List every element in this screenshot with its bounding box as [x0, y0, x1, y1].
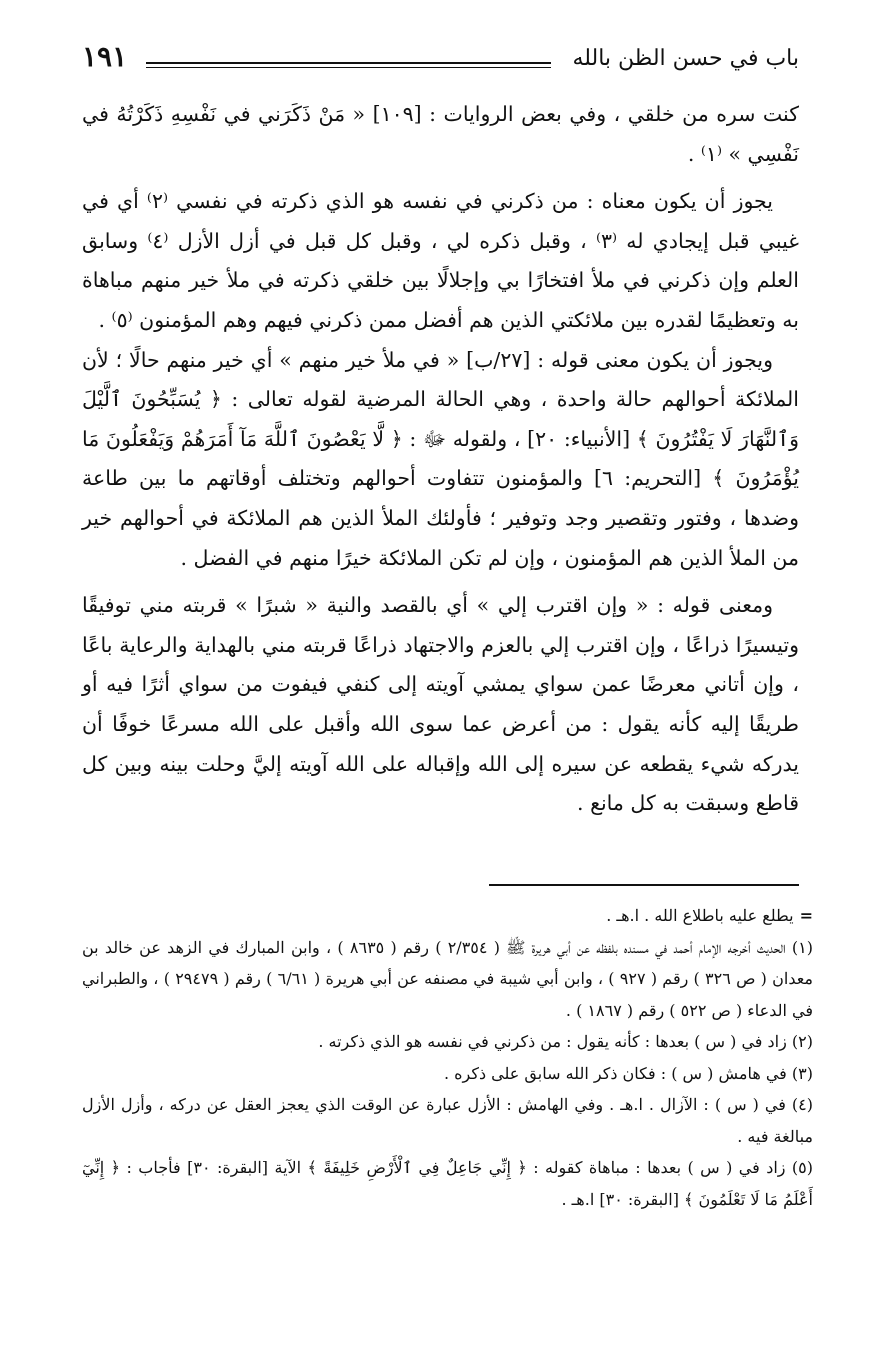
footnote-continuation — [82, 900, 813, 932]
continuation-mark: = — [799, 906, 813, 925]
page-number: ١٩١ — [82, 40, 128, 73]
paragraph: ومعنى قوله : « وإن اقترب إلي » أي بالقصد والنية « شبرًا » قربته مني توفيقًا وتيسيرًا ذراعًا ، وإن اقترب إلي بالعزم والاجتهاد ذراعًا قربته مني بالهداية والرعاية باعًا ، وإن أتاني معرضًا عمن سواي يمشي آويته إلى كنفي فيفوت من سواي أثرًا فيه أو طريقًا إليه كأنه يقول : من أعرض عما سوى الله وأقبل على الله مسرعًا خوفًا أن يدركه شيء يقطعه عن سيره إلى الله وإقباله على الله آويته إليَّ وحلت بينه وبين كل قاطع وسبقت به كل مانع . — [82, 593, 799, 816]
paragraph: ويجوز أن يكون معنى قوله : [٢٧/ب] « في ملأ خير منهم » أي خير منهم حالًا ؛ لأن الملائكة أحوالهم حالة واحدة ، وهي الحالة المرضية لقوله تعالى : ﴿ يُسَبِّحُونَ ٱلَّيْلَ وَٱلنَّهَارَ لَا يَفْتُرُونَ ﴾ [الأنبياء: ٢٠] ، ولقوله ﷻ : ﴿ لَّا يَعْصُونَ ٱللَّهَ مَآ أَمَرَهُمْ وَيَفْعَلُونَ مَا يُؤْمَرُونَ ﴾ [التحريم: ٦] والمؤمنون تتفاوت أحوالهم وتختلف أوقاتهم ما بين طاعة وضدها ، وفتور وتقصير وجد وتوفير ؛ فأولئك الملأ الذين هم الملائكة في أحوالهم خير من الملأ الذين هم المؤمنون ، وإن لم تكن الملائكة خيرًا منهم في الفضل . — [82, 347, 799, 570]
footnotes — [82, 900, 813, 1215]
paragraph: كنت سره من خلقي ، وفي بعض الروايات : [١٠٩] « مَنْ ذَكَرَني في نَفْسِهِ ذَكَرْتُهُ في نَفْسِي » ⁽١⁾ . — [82, 102, 799, 166]
footnote: (٢) زاد في ( س ) بعدها : كأنه يقول : من ذكرني في نفسه هو الذي ذكرته . — [318, 1032, 813, 1051]
page-header — [82, 40, 799, 80]
footnote-continuation-text: يطلع عليه باطلاع الله . ا.هـ . — [606, 906, 794, 925]
paragraph: يجوز أن يكون معناه : من ذكرني في نفسه هو الذي ذكرته في نفسي ⁽٢⁾ أي في غيبي قبل إيجادي له ⁽٣⁾ ، وقبل ذكره لي ، وقبل كل قبل في أزل الأزل ⁽٤⁾ وسابق العلم وإن ذكرني في ملأ افتخارًا بي وإجلالًا بين خلقي ذكرته في ملأ خير منهم مباهاة به وتعظيمًا لقدره بين ملائكتي الذين هم أفضل ممن ذكرني فيهم وهم المؤمنون ⁽٥⁾ . — [82, 189, 799, 332]
header-double-rule — [146, 62, 551, 68]
footnote: (٣) في هامش ( س ) : فكان ذكر الله سابق على ذكره . — [443, 1063, 813, 1083]
running-title: باب في حسن الظن بالله — [572, 46, 799, 71]
main-text — [82, 95, 799, 824]
footnote: (٤) في ( س ) : الآزال . ا.هـ . وفي الهامش : الأزل عبارة عن الوقت الذي يعجز العقل عن دركه ، وأزل الأزل مبالغة فيه . — [82, 1095, 813, 1146]
footnote: (١) الحديث أخرجه الإمام أحمد في مسنده بلفظه عن أبي هريرة ﷺ ( ٢/٣٥٤ ) رقم ( ٨٦٣٥ ) ، وابن المبارك في الزهد عن خالد بن معدان ( ص ٣٢٦ ) رقم ( ٩٢٧ ) ، وابن أبي شيبة في مصنفه عن أبي هريرة ( ٦/٦١ ) رقم ( ٢٩٤٧٩ ) ، والطبراني في الدعاء ( ص ٥٢٢ ) رقم ( ١٨٦٧ ) . — [82, 937, 814, 1020]
footnote: (٥) زاد في ( س ) بعدها : مباهاة كقوله : ﴿ إِنِّي جَاعِلٌ فِي ٱلْأَرْضِ خَلِيفَةً ﴾ الآية [البقرة: ٣٠] فأجاب : ﴿ إِنِّيٓ أَعْلَمُ مَا لَا تَعْلَمُونَ ﴾ [البقرة: ٣٠] ا.هـ . — [82, 1158, 814, 1209]
footnote-separator — [489, 884, 799, 886]
